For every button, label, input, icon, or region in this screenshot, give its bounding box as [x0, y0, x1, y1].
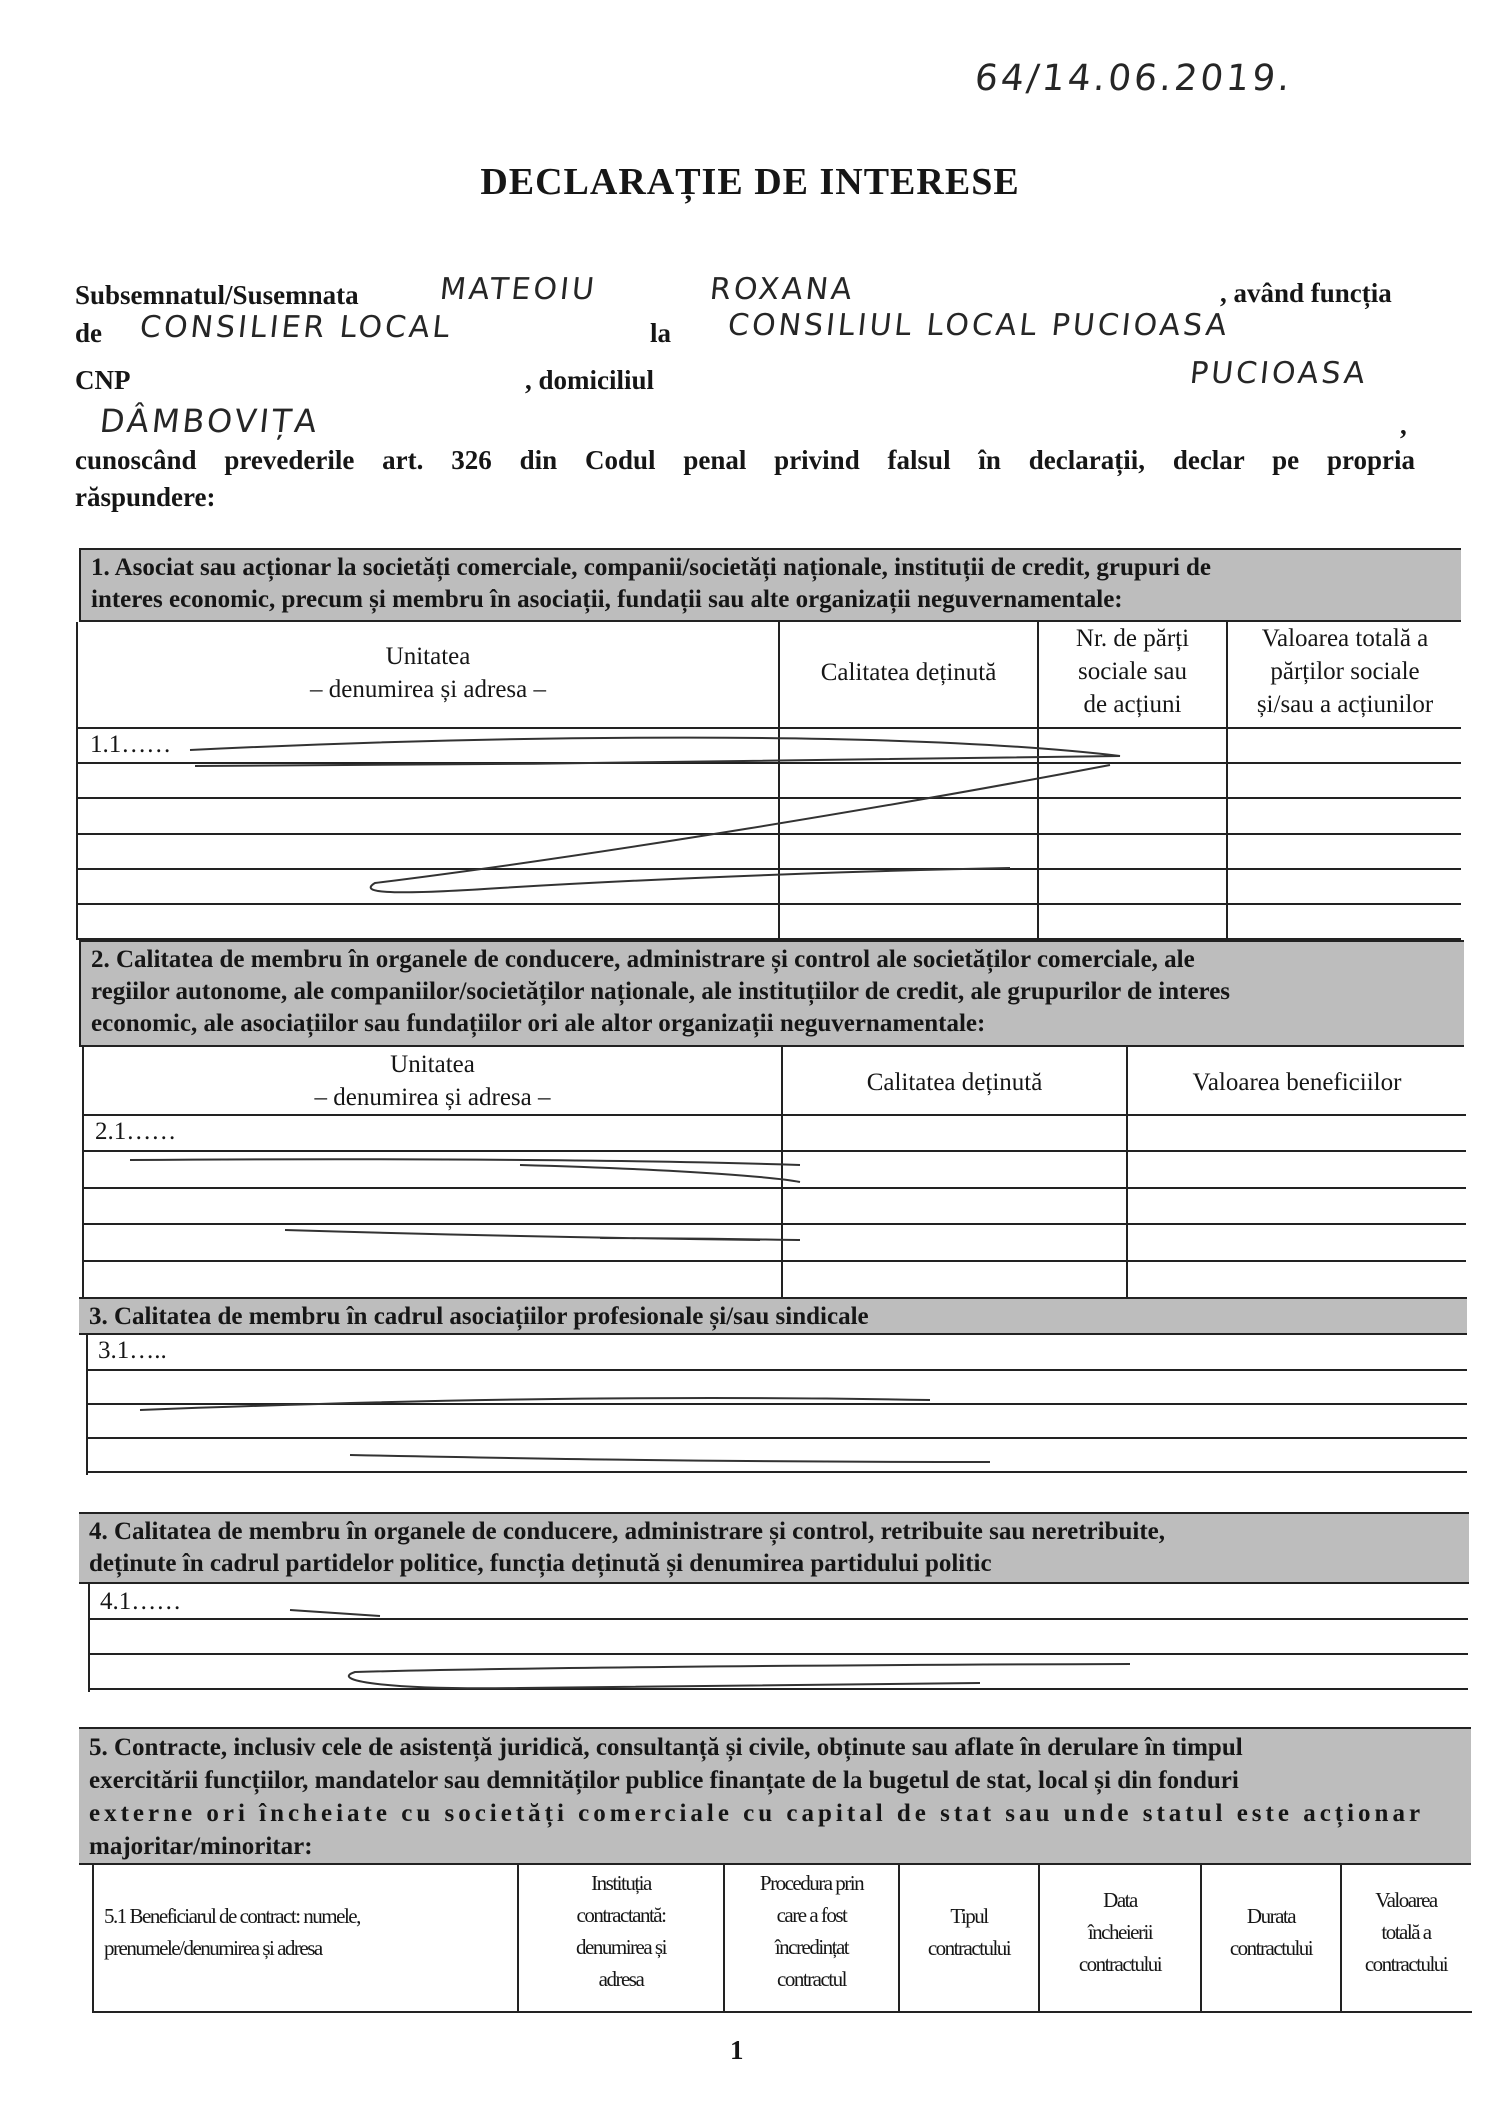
- s3-scribble: [140, 1398, 990, 1462]
- section4-heading: 4. Calitatea de membru în organele de conducere, administrare și control, retribuite sau neretribuite, deținute în cadrul partidelor politice, funcția deținută și denumirea partidului politic: [79, 1512, 1469, 1584]
- s1-scribble: [190, 738, 1120, 893]
- page-number: 1: [730, 2035, 744, 2065]
- declarant-institution: CONSILIUL LOCAL PUCIOASA: [726, 308, 1232, 343]
- declarant-first-name: ROXANA: [708, 272, 857, 307]
- s4-row-label: 4.1……: [100, 1588, 182, 1615]
- declarant-county: DÂMBOVIȚA: [98, 402, 322, 440]
- registration-number: 64/14.06.2019.: [972, 58, 1295, 99]
- comma: ,: [1400, 410, 1407, 440]
- s1-col-unitate: Unitatea – denumirea și adresa –: [309, 643, 547, 703]
- de-label: de: [75, 318, 102, 348]
- s1-col-valoare: Valoarea totală a părților sociale și/sau a acțiunilor: [1256, 625, 1434, 718]
- section3-heading: 3. Calitatea de membru în cadrul asociațiilor profesionale și/sau sindicale: [79, 1297, 1467, 1335]
- s1-row-label: 1.1……: [90, 731, 172, 758]
- s2-col-valoare: Valoarea beneficiilor: [1192, 1069, 1402, 1096]
- subsemnatul-label: Subsemnatul/Susemnata: [75, 280, 359, 310]
- declarant-function: CONSILIER LOCAL: [138, 310, 455, 345]
- section1-heading: 1. Asociat sau acționar la societăți comerciale, companii/societăți naționale, instituții de credit, grupuri de interes economic, precum și membru în asociații, fundații sau alte organizații neguvernamentale:: [79, 548, 1461, 622]
- s5-col-valoarea: Valoarea totală a contractului: [1364, 1888, 1448, 1976]
- s1-col-nr-parti: Nr. de părți sociale sau de acțiuni: [1075, 625, 1190, 718]
- s5-col-durata: Durata contractului: [1229, 1904, 1313, 1960]
- section2-heading: 2. Calitatea de membru în organele de conducere, administrare și control ale societăților comerciale, ale regiilor autonome, ale companiilor/societăților naționale, ale instituțiilor de credit, ale grupurilor de interes economic, ale asociațiilor sau fundațiilor ori ale altor organizații neguvernamentale:: [79, 940, 1464, 1047]
- domiciliul-label: , domiciliul: [525, 365, 655, 395]
- declarant-locality: PUCIOASA: [1188, 356, 1370, 391]
- s2-row-label: 2.1……: [95, 1118, 177, 1145]
- la-label: la: [650, 318, 672, 348]
- s4-scribble: [290, 1610, 1130, 1688]
- s5-col-tipul: Tipul contractului: [927, 1904, 1011, 1960]
- s5-col-beneficiar: 5.1 Beneficiarul de contract: numele, prenumele/denumirea și adresa: [104, 1904, 360, 1960]
- s3-row-label: 3.1…..: [98, 1337, 167, 1364]
- section5-heading: 5. Contracte, inclusiv cele de asistență juridică, consultanță și civile, obținute sau aflate în derulare în timpul exercitării funcțiilor, mandatelor sau demnităților publice finanțate de la bugetul de stat, local și din fonduri externe ori încheiate cu societăți comerciale cu capital de stat sau unde statul este acționar majoritar/minoritar:: [79, 1727, 1471, 1865]
- s2-col-calitate: Calitatea deținută: [866, 1069, 1043, 1096]
- document-title: DECLARAȚIE DE INTERESE: [480, 161, 1020, 203]
- s5-col-procedura: Procedura prin care a fost încredințat contractul: [759, 1871, 864, 1991]
- s5-col-data: Data încheierii contractului: [1078, 1888, 1162, 1976]
- s5-col-institutia: Instituția contractantă: denumirea și adresa: [576, 1871, 666, 1991]
- declarant-last-name: MATEOIU: [438, 272, 599, 307]
- s1-col-calitate: Calitatea deținută: [820, 659, 997, 686]
- s2-col-unitate: Unitatea – denumirea și adresa –: [314, 1051, 551, 1111]
- s2-scribble: [130, 1159, 800, 1240]
- cnp-label: CNP: [75, 365, 131, 395]
- raspundere-text: răspundere:: [75, 482, 216, 512]
- cunoscand-text: cunoscând prevederile art. 326 din Codul penal privind falsul în declarații, declar pe propria: [75, 445, 1415, 475]
- functia-label: , având funcția: [1220, 278, 1392, 308]
